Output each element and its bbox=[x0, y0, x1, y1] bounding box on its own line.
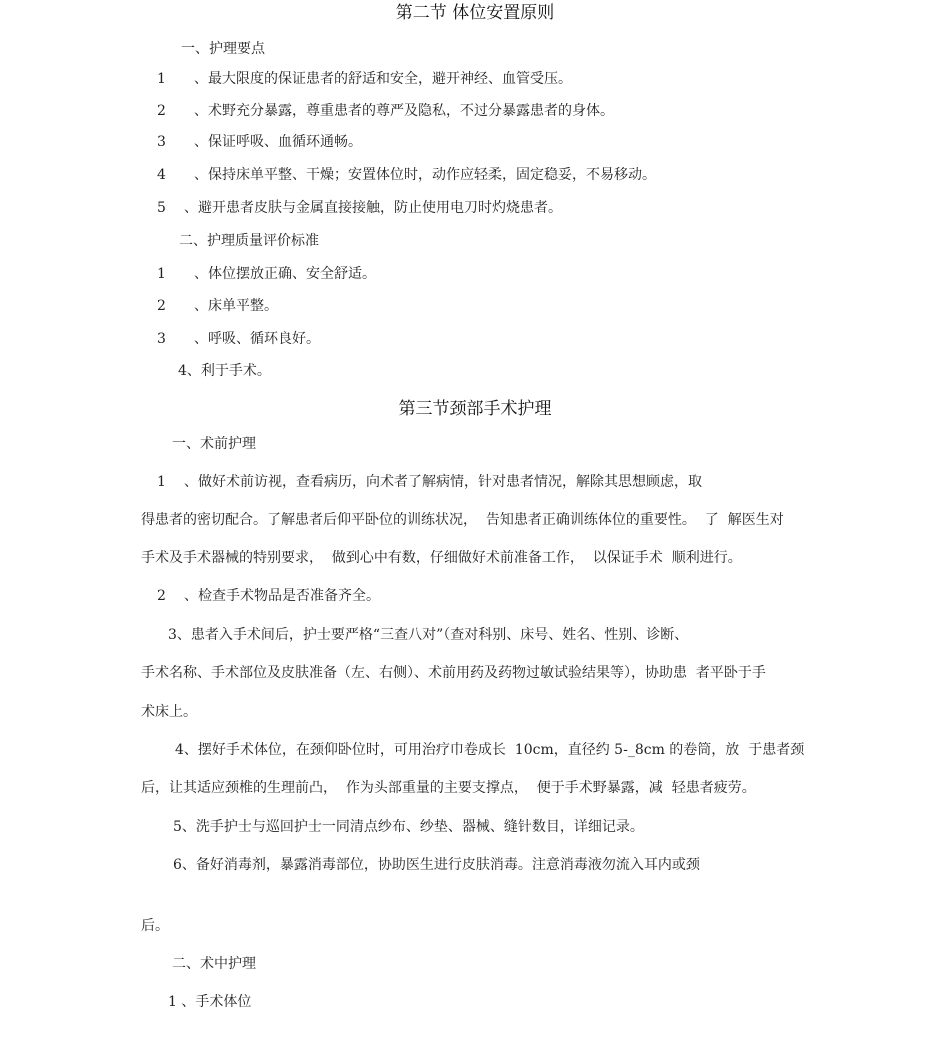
list-item-number: 1 bbox=[157, 71, 166, 87]
list-item-text: 4、利于手术。 bbox=[178, 363, 271, 379]
list-item-number: 3 bbox=[157, 331, 166, 347]
list-item-number: 1 bbox=[157, 266, 166, 282]
paragraph-line: 3、患者入手术间后，护士要严格“三查八对”（查对科别、床号、姓名、性别、诊断、 bbox=[168, 627, 689, 643]
subheading: 1 、手术体位 bbox=[168, 994, 252, 1010]
paragraph-number: 2 bbox=[157, 588, 166, 604]
paragraph-line: 、做好术前访视，查看病历，向术者了解病情，针对患者情况，解除其思想顾虑，取 bbox=[184, 474, 702, 490]
paragraph-line: 、检查手术物品是否准备齐全。 bbox=[184, 588, 380, 604]
paragraph-line: 后。 bbox=[141, 918, 169, 934]
list-item-number: 2 bbox=[157, 298, 166, 314]
list-item-number: 5 bbox=[157, 200, 166, 216]
paragraph-line: 4、摆好手术体位，在颈仰卧位时，可用治疗巾卷成长 10cm，直径约 5-_8cm 的卷筒，放 于患者颈 bbox=[175, 742, 805, 758]
section-2-title: 第二节 体位安置原则 bbox=[395, 3, 555, 23]
paragraph-line: 后，让其适应颈椎的生理前凸， 作为头部重量的主要支撑点， 便于手术野暴露，减 轻患者疲劳。 bbox=[141, 780, 756, 796]
list-item-text: 、避开患者皮肤与金属直接接触，防止使用电刀时灼烧患者。 bbox=[184, 200, 562, 216]
section-3-heading-1: 一、术前护理 bbox=[172, 436, 256, 452]
list-item-number: 4 bbox=[157, 167, 166, 183]
list-item-text: 、术野充分暴露，尊重患者的尊严及隐私，不过分暴露患者的身体。 bbox=[194, 103, 614, 119]
paragraph-line: 5、洗手护士与巡回护士一同清点纱布、纱垫、器械、缝针数目，详细记录。 bbox=[173, 819, 644, 835]
list-item-text: 、保持床单平整、干燥；安置体位时，动作应轻柔，固定稳妥，不易移动。 bbox=[194, 167, 656, 183]
paragraph-line: 术床上。 bbox=[141, 704, 197, 720]
section-3-title: 第三节颈部手术护理 bbox=[398, 399, 552, 419]
list-item-text: 、床单平整。 bbox=[194, 298, 278, 314]
list-item-text: 、最大限度的保证患者的舒适和安全，避开神经、血管受压。 bbox=[194, 71, 572, 87]
list-item-text: 、体位摆放正确、安全舒适。 bbox=[194, 266, 376, 282]
list-item-number: 3 bbox=[157, 134, 166, 150]
paragraph-line: 手术名称、手术部位及皮肤准备（左、右侧）、术前用药及药物过敏试验结果等），协助患 者平卧于手 bbox=[141, 665, 766, 681]
paragraph-line: 得患者的密切配合。了解患者后仰平卧位的训练状况， 告知患者正确训练体位的重要性。 了 解医生对 bbox=[141, 512, 784, 528]
list-item-text: 、保证呼吸、血循环通畅。 bbox=[194, 134, 362, 150]
paragraph-line: 6、备好消毒剂，暴露消毒部位，协助医生进行皮肤消毒。注意消毒液勿流入耳内或颈 bbox=[173, 857, 700, 873]
paragraph-line: 手术及手术器械的特别要求， 做到心中有数，仔细做好术前准备工作， 以保证手术 顺利进行。 bbox=[141, 550, 742, 566]
list-item-number: 2 bbox=[157, 103, 166, 119]
paragraph-number: 1 bbox=[157, 474, 166, 490]
list-item-text: 、呼吸、循环良好。 bbox=[194, 331, 320, 347]
section-2-heading-2: 二、护理质量评价标准 bbox=[179, 233, 319, 249]
section-2-heading-1: 一、护理要点 bbox=[181, 41, 265, 57]
section-3-heading-2: 二、术中护理 bbox=[172, 956, 256, 972]
